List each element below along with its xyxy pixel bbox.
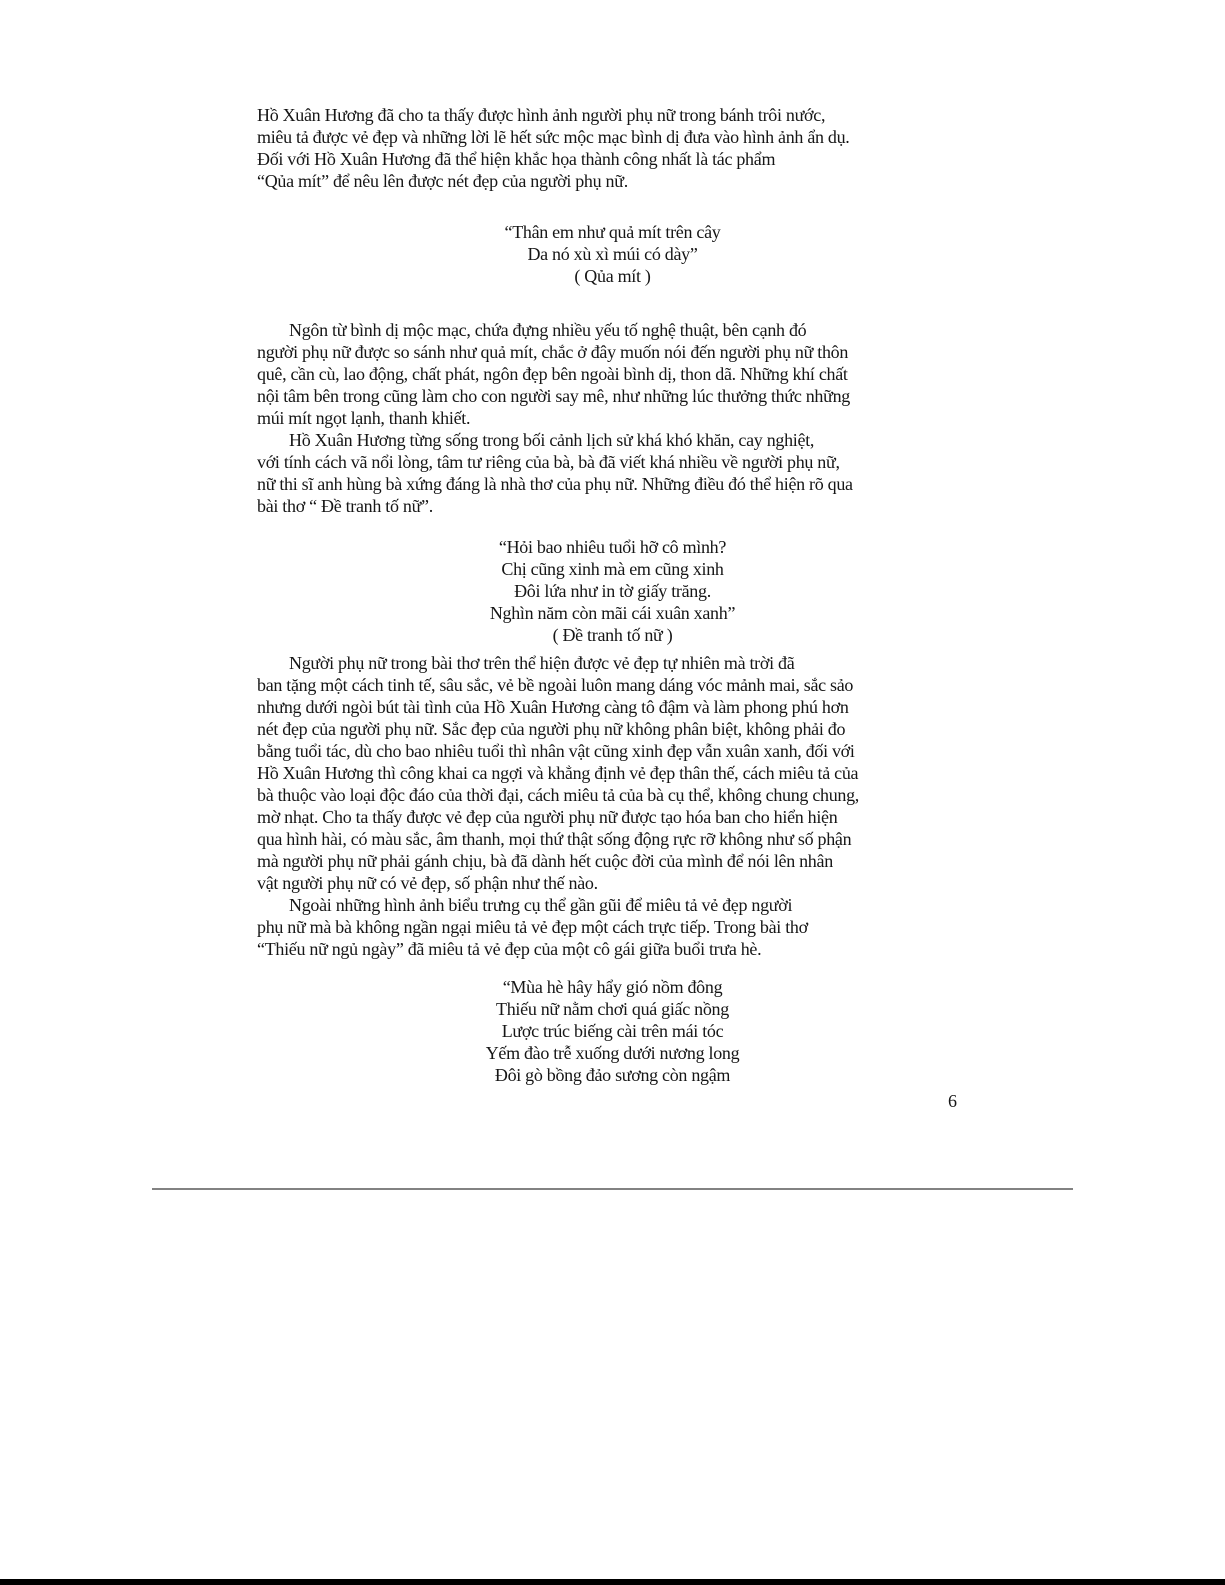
body-paragraph — [257, 652, 883, 894]
poem-stanza — [0, 221, 1225, 287]
text-line: bằng tuổi tác, dù cho bao nhiêu tuổi thì nhân vật cũng xinh đẹp vẫn xuân xanh, đối với — [257, 741, 855, 761]
poem-line: Đôi gò bồng đảo sương còn ngậm — [494, 1065, 731, 1085]
text-line: mà người phụ nữ phải gánh chịu, bà đã dành hết cuộc đời của mình để nói lên nhân — [257, 851, 833, 871]
document-body — [257, 0, 883, 1086]
text-line: Hồ Xuân Hương đã cho ta thấy được hình ảnh người phụ nữ trong bánh trôi nước, — [257, 105, 826, 125]
text-line: bà thuộc vào loại độc đáo của thời đại, cách miêu tả của bà cụ thể, không chung chung, — [257, 785, 860, 805]
page-number: 6 — [948, 1091, 957, 1111]
body-paragraph — [257, 104, 883, 192]
text-line: Ngôn từ bình dị mộc mạc, chứa đựng nhiều yếu tố nghệ thuật, bên cạnh đó — [289, 320, 807, 340]
text-line: miêu tả được vẻ đẹp và những lời lẽ hết sức mộc mạc bình dị đưa vào hình ảnh ẩn dụ. — [257, 127, 850, 147]
text-line: quê, cần cù, lao động, chất phát, ngôn đẹp bên ngoài bình dị, thon dã. Những khí chất — [257, 364, 848, 384]
next-page-edge — [0, 1579, 1225, 1585]
poem-line: “Hỏi bao nhiêu tuổi hỡ cô mình? — [498, 537, 727, 557]
poem-line: ( Qủa mít ) — [574, 266, 651, 286]
poem-stanza — [0, 976, 1225, 1086]
text-line: phụ nữ mà bà không ngần ngại miêu tả vẻ đẹp một cách trực tiếp. Trong bài thơ — [257, 917, 808, 937]
text-line: Đối với Hồ Xuân Hương đã thể hiện khắc họa thành công nhất là tác phẩm — [257, 149, 776, 169]
poem-line: Thiếu nữ nằm chơi quá giấc nồng — [496, 999, 729, 1019]
poem-line: Da nó xù xì múi có dày” — [527, 244, 698, 264]
text-line: người phụ nữ được so sánh như quả mít, chắc ở đây muốn nói đến người phụ nữ thôn — [257, 342, 849, 362]
text-line: “Qủa mít” để nêu lên được nét đẹp của người phụ nữ. — [257, 171, 628, 191]
poem-line: Lược trúc biếng cài trên mái tóc — [501, 1021, 724, 1041]
text-line: Ngoài những hình ảnh biểu trưng cụ thể gần gũi để miêu tả vẻ đẹp người — [289, 895, 793, 915]
poem-stanza — [0, 536, 1225, 646]
text-line: Người phụ nữ trong bài thơ trên thể hiện được vẻ đẹp tự nhiên mà trời đã — [289, 653, 795, 673]
poem-line: Yếm đào trễ xuống dưới nương long — [485, 1043, 740, 1063]
text-line: “Thiếu nữ ngủ ngày” đã miêu tả vẻ đẹp của một cô gái giữa buổi trưa hè. — [257, 939, 762, 959]
poem-line: “Mùa hè hây hẩy gió nồm đông — [502, 977, 723, 997]
poem-line: Đôi lứa như in tờ giấy trăng. — [514, 581, 711, 601]
text-line: Hồ Xuân Hương từng sống trong bối cảnh lịch sử khá khó khăn, cay nghiệt, — [289, 430, 815, 450]
text-line: nữ thi sĩ anh hùng bà xứng đáng là nhà thơ của phụ nữ. Những điều đó thể hiện rõ qua — [257, 474, 853, 494]
text-line: qua hình hài, có màu sắc, âm thanh, mọi thứ thật sống động rực rỡ không như số phận — [257, 829, 852, 849]
text-line: ban tặng một cách tinh tế, sâu sắc, vẻ bề ngoài luôn mang dáng vóc mảnh mai, sắc sảo — [257, 675, 854, 695]
body-paragraph — [257, 894, 883, 960]
footer-divider-line — [152, 1188, 1073, 1190]
body-paragraph — [257, 319, 883, 429]
text-line: múi mít ngọt lạnh, thanh khiết. — [257, 408, 471, 428]
text-line: bài thơ “ Đề tranh tố nữ”. — [257, 496, 433, 516]
text-line: nội tâm bên trong cũng làm cho con người say mê, như những lúc thưởng thức những — [257, 386, 850, 406]
text-line: Hồ Xuân Hương thì công khai ca ngợi và khẳng định vẻ đẹp thân thế, cách miêu tả của — [257, 763, 859, 783]
poem-line: “Thân em như quả mít trên cây — [504, 222, 721, 242]
text-line: mờ nhạt. Cho ta thấy được vẻ đẹp của người phụ nữ được tạo hóa ban cho hiển hiện — [257, 807, 838, 827]
poem-line: ( Đề tranh tố nữ ) — [552, 625, 673, 645]
text-line: nhưng dưới ngòi bút tài tình của Hồ Xuân Hương càng tô đậm và làm phong phú hơn — [257, 697, 849, 717]
body-paragraph — [257, 429, 883, 517]
poem-line: Chị cũng xinh mà em cũng xinh — [501, 559, 724, 579]
text-line: nét đẹp của người phụ nữ. Sắc đẹp của người phụ nữ không phân biệt, không phải đo — [257, 719, 846, 739]
poem-line: Nghìn năm còn mãi cái xuân xanh” — [489, 603, 736, 623]
text-line: vật người phụ nữ có vẻ đẹp, số phận như thế nào. — [257, 873, 598, 893]
text-line: với tính cách vã nổi lòng, tâm tư riêng của bà, bà đã viết khá nhiều về người phụ nữ, — [257, 452, 840, 472]
